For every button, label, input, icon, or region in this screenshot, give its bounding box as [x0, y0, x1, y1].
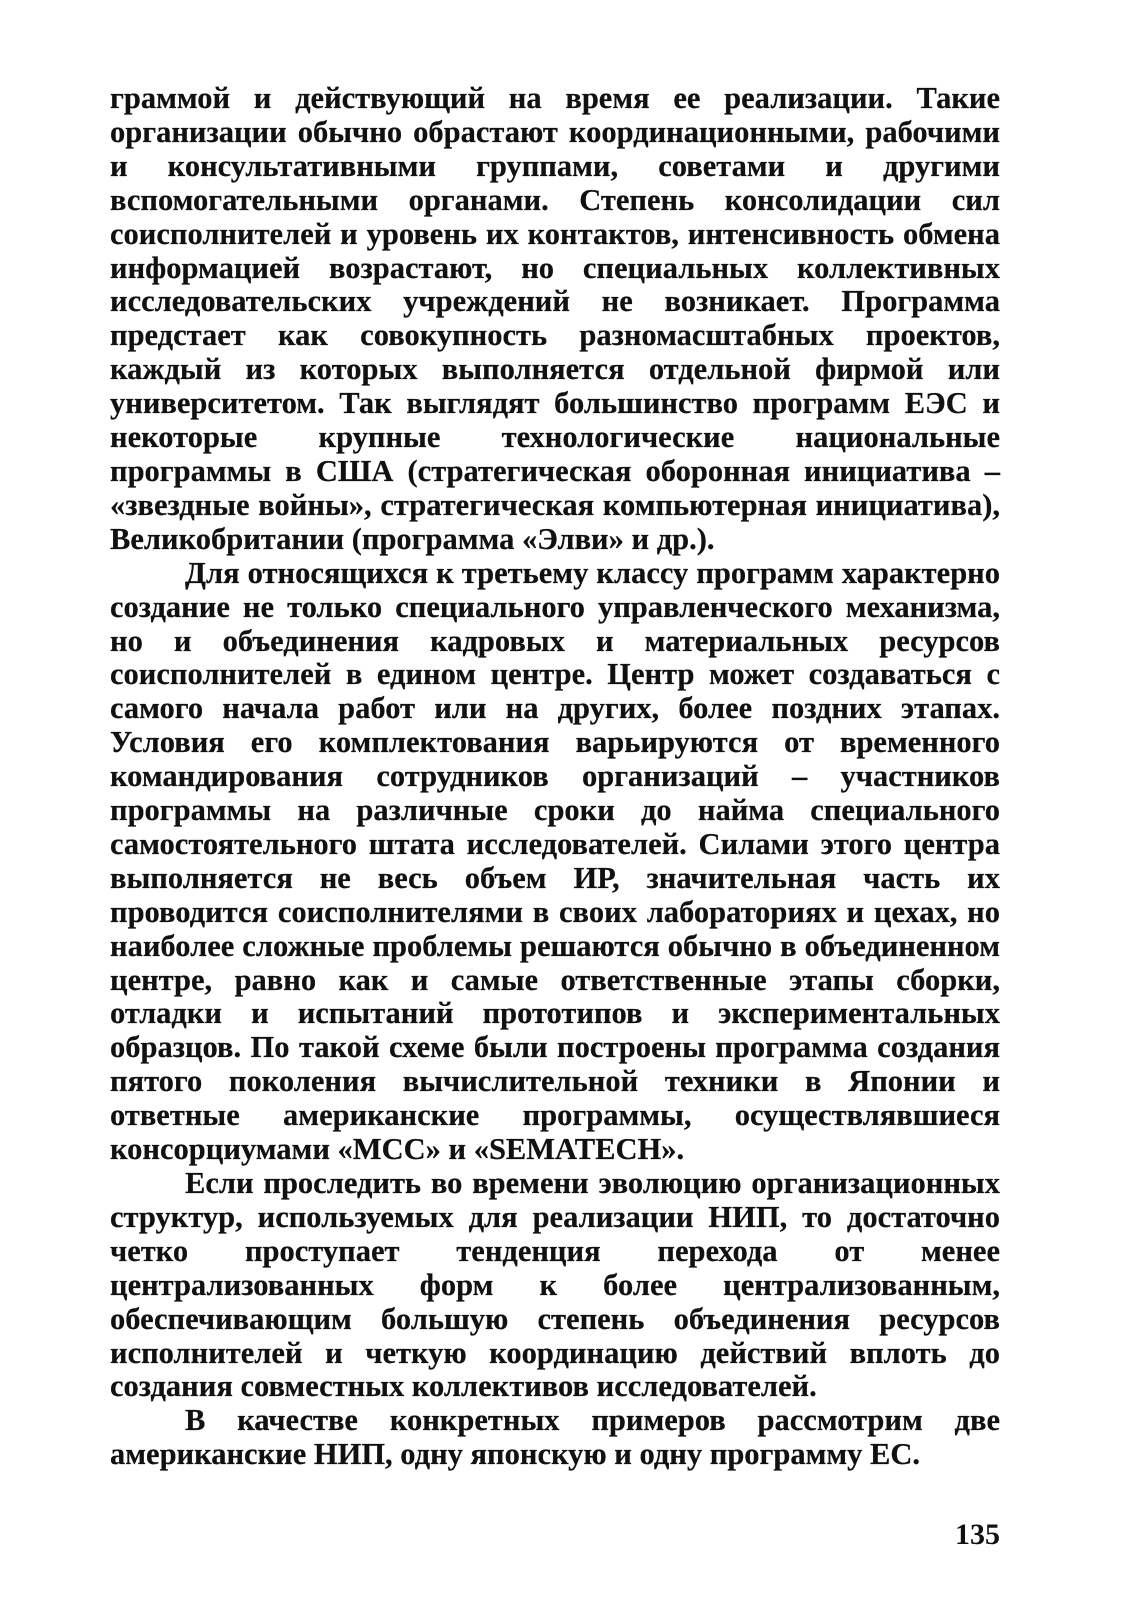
- page-body: [110, 82, 1000, 1472]
- paragraph-continuation: граммой и действующий на время ее реализации. Такие организации обычно обрастают координационными, рабочими и консультативными группами, советами и другими вспомогательными органами. Степень консолидации сил соисполнителей и уровень их контактов, интенсивность обмена информацией возрастают, но специальных коллективных исследовательских учреждений не возникает. Программа предстает как совокупность разномасштабных проектов, каждый из которых выполняется отдельной фирмой или университетом. Так выглядят большинство программ ЕЭС и некоторые крупные технологические национальные программы в США (стратегическая оборонная инициатива – «звездные войны», стратегическая компьютерная инициатива), Великобритании (программа «Элви» и др.).: [110, 81, 1000, 556]
- paragraph-examples: В качестве конкретных примеров рассмотрим две американские НИП, одну японскую и одну программу ЕС.: [110, 1403, 1000, 1472]
- paragraph-evolution: Если проследить во времени эволюцию организационных структур, используемых для реализации НИП, то достаточно четко проступает тенденция перехода от менее централизованных форм к более централизованным, обеспечивающим большую степень объединения ресурсов исполнителей и четкую координацию действий вплоть до создания совместных коллективов исследователей.: [110, 1166, 1000, 1404]
- page-number: 135: [955, 1518, 1000, 1551]
- paragraph-third-class: Для относящихся к третьему классу программ характерно создание не только специального управленческого механизма, но и объединения кадровых и материальных ресурсов соисполнителей в едином центре. Центр может создаваться с самого начала работ или на других, более поздних этапах. Условия его комплектования варьируются от временного командирования сотрудников организаций – участников программы на различные сроки до найма специального самостоятельного штата исследователей. Силами этого центра выполняется не весь объем ИР, значительная часть их проводится соисполнителями в своих лабораториях и цехах, но наиболее сложные проблемы решаются обычно в объединенном центре, равно как и самые ответственные этапы сборки, отладки и испытаний прототипов и экспериментальных образцов. По такой схеме были построены программа создания пятого поколения вычислительной техники в Японии и ответные американские программы, осуществлявшиеся консорциумами «МСС» и «SEMATECH».: [110, 555, 1000, 1167]
